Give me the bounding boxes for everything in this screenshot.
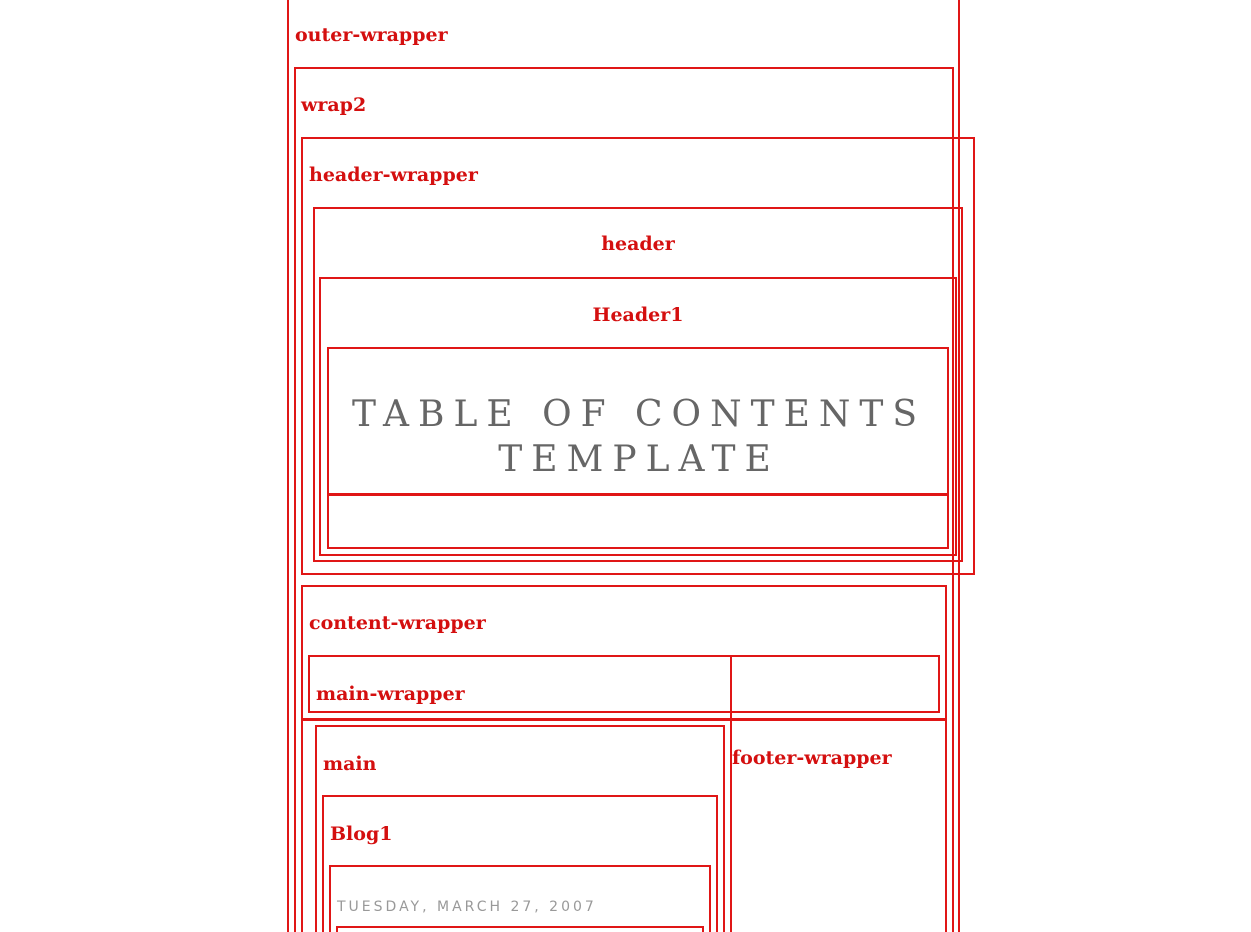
header-label: header bbox=[601, 233, 675, 255]
blog1-label: Blog1 bbox=[330, 823, 393, 845]
blog-title-line1[interactable]: TABLE OF CONTENTS bbox=[351, 394, 927, 435]
footer-wrapper-label: footer-wrapper bbox=[732, 747, 892, 769]
blog-title[interactable] bbox=[330, 392, 948, 482]
footer-wrapper-top-edge bbox=[301, 718, 947, 721]
outer-wrapper-left-edge bbox=[287, 0, 289, 932]
wrap2-label: wrap2 bbox=[301, 94, 367, 116]
main-label: main bbox=[323, 753, 377, 775]
content-wrapper-label: content-wrapper bbox=[309, 612, 486, 634]
header1-label: Header1 bbox=[592, 304, 684, 326]
outer-wrapper-label: outer-wrapper bbox=[295, 24, 448, 46]
header-inner-divider bbox=[327, 493, 949, 496]
post-outline bbox=[336, 926, 704, 932]
main-wrapper-label: main-wrapper bbox=[316, 683, 465, 705]
blog-title-line2[interactable]: TEMPLATE bbox=[498, 439, 780, 480]
header-wrapper-label: header-wrapper bbox=[309, 164, 478, 186]
date-header: TUESDAY, MARCH 27, 2007 bbox=[337, 899, 597, 915]
main-wrapper-divider bbox=[730, 655, 732, 932]
